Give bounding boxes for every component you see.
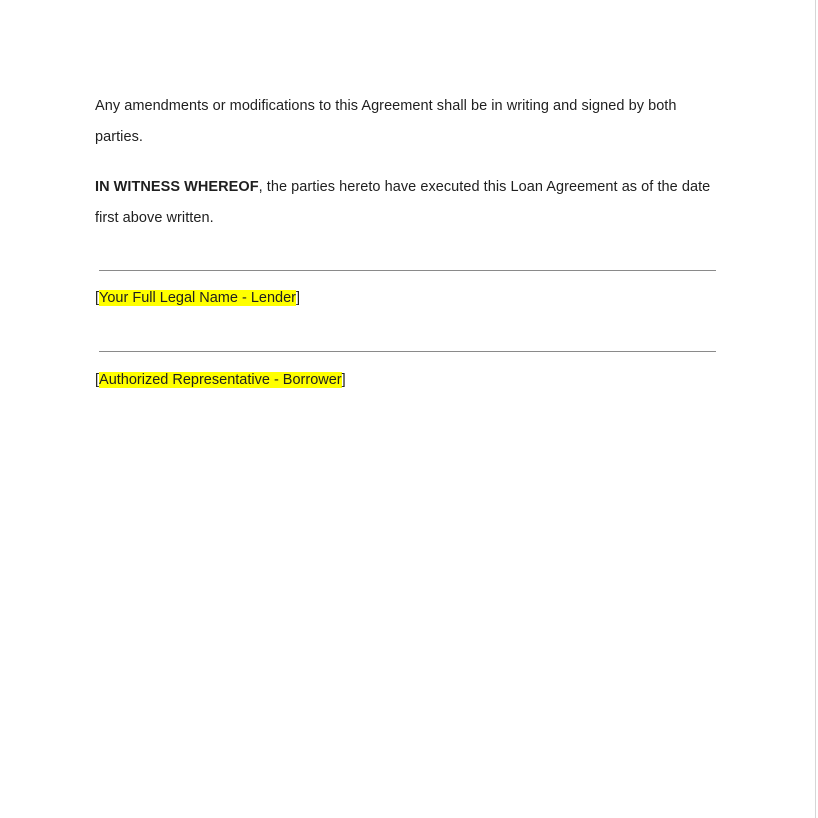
amendments-paragraph: Any amendments or modifications to this Agreement shall be in writing and signed by both parties. (95, 98, 677, 145)
bracket-close: ] (295, 290, 301, 306)
borrower-name-placeholder[interactable]: Authorized Representative - Borrower (99, 372, 342, 388)
bracket-open: [ (95, 290, 100, 306)
document-body (95, 91, 720, 253)
witness-paragraph (95, 172, 720, 233)
witness-heading: IN WITNESS WHEREOF (95, 179, 259, 195)
bracket-open: [ (95, 372, 100, 388)
lender-signature-line (99, 270, 716, 271)
lender-name-placeholder[interactable]: Your Full Legal Name - Lender (99, 290, 296, 306)
borrower-signature-line (99, 351, 716, 352)
lender-signature-label (95, 288, 300, 308)
bracket-close: ] (341, 372, 346, 388)
witness-text: , the parties hereto have executed this Loan Agreement as of the date first above written. (95, 179, 711, 226)
borrower-signature-label (95, 370, 346, 390)
